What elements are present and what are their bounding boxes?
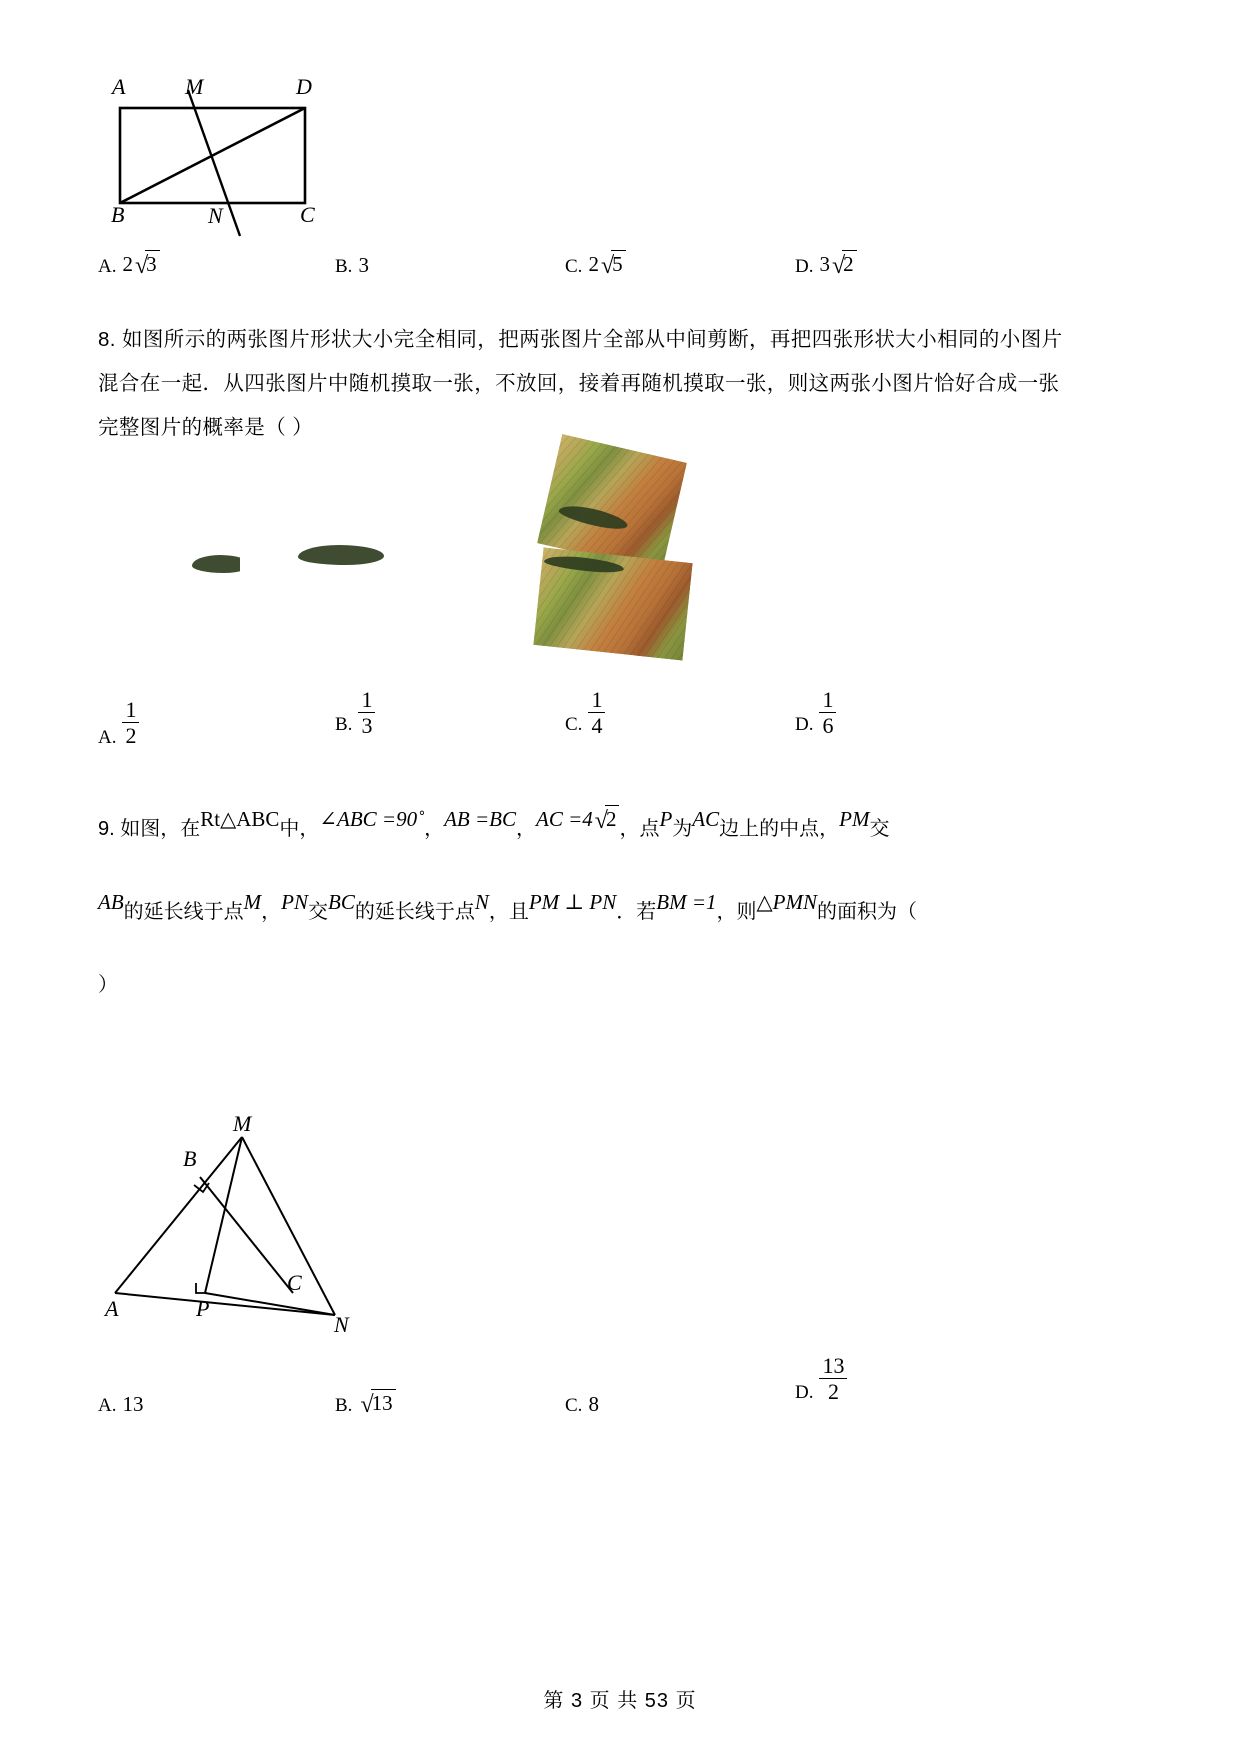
q9-l1-m2: ∠ABC =90˚: [319, 807, 425, 831]
figure-label-M: M: [185, 74, 204, 99]
question-9-options: [98, 1353, 1098, 1419]
q9-l2-t3: 交: [308, 901, 328, 923]
q9-l2-t6: ．若: [616, 901, 657, 923]
option-c[interactable]: [565, 250, 795, 278]
option-d-numerator: 13: [819, 1354, 847, 1379]
option-c-coefficient: 2: [588, 252, 599, 276]
page-footer: 第 3 页 共 53 页: [543, 1690, 697, 1712]
option-c-value: 2√5: [588, 250, 625, 278]
q9-l1-m1: Rt△ABC: [200, 807, 280, 831]
figure-label-C: C: [287, 1270, 302, 1295]
option-d-tag: D.: [795, 713, 814, 735]
q9-l1-t7: 边上的中点，: [719, 818, 840, 840]
q9-l2-m4: BC: [328, 890, 355, 914]
option-a[interactable]: [98, 697, 335, 749]
option-a[interactable]: [98, 1392, 335, 1417]
q9-l1-t1: 9. 如图，在: [98, 818, 201, 840]
figure-label-D: D: [296, 74, 312, 99]
q9-l2-t5: ，且: [488, 901, 529, 923]
question-7-options: [98, 250, 1098, 278]
option-b-numerator: 1: [358, 688, 375, 713]
option-a-tag: A.: [98, 727, 117, 749]
figure-label-N: N: [334, 1312, 349, 1337]
photo-piece-4: [533, 547, 692, 660]
option-b-denominator: 3: [361, 713, 373, 739]
q9-l1-m6: AC: [692, 807, 720, 831]
option-a-fraction: [122, 698, 139, 747]
option-a[interactable]: [98, 250, 335, 278]
option-a-value: 2√3: [122, 250, 159, 278]
question-8-line-3: 完整图片的概率是（ ）: [98, 416, 314, 439]
option-b-tag: B.: [335, 256, 353, 277]
figure-label-M: M: [233, 1111, 252, 1136]
figure-label-A: A: [112, 74, 126, 99]
q9-l2-t7: ，则: [716, 901, 757, 923]
question-8-images: [100, 455, 720, 655]
q9-l1-t3: ，: [424, 818, 445, 840]
figure-label-C: C: [300, 202, 315, 227]
option-c-tag: C.: [565, 713, 583, 735]
option-d[interactable]: [795, 687, 1025, 749]
figure-rectangle-abcd: [100, 74, 440, 248]
q9-l1-t6: 为: [672, 818, 693, 840]
q9-l1-m4: AC =4√2: [536, 807, 619, 831]
option-d-radicand: 2: [842, 250, 857, 277]
option-b-radicand: 13: [371, 1389, 396, 1416]
q9-l2-t1: 的延长线于点: [123, 901, 244, 923]
option-a-tag: A.: [98, 256, 117, 277]
q9-l1-t5: ，点: [619, 818, 660, 840]
option-a-value: 13: [122, 1392, 144, 1417]
photo-original-2: [246, 467, 388, 655]
option-d-tag: D.: [795, 256, 814, 277]
figure-label-A: A: [105, 1296, 119, 1321]
option-c-tag: C.: [565, 256, 583, 277]
option-b-fraction: [358, 688, 375, 737]
q9-l2-m6: PM ⊥ PN: [528, 890, 617, 914]
option-b-tag: B.: [335, 713, 353, 735]
option-a-radicand: 3: [145, 250, 160, 277]
q9-l1-t8: 交: [869, 818, 890, 840]
option-c-radicand: 5: [611, 250, 626, 277]
option-d-denominator: 2: [827, 1379, 839, 1405]
option-c[interactable]: [565, 1392, 795, 1417]
option-b-value: 3: [358, 253, 369, 277]
q9-l2-m7: BM =1: [656, 890, 717, 914]
option-d-tag: D.: [795, 1381, 814, 1403]
photo-original-1: [100, 475, 240, 655]
q9-l2-m3: PN: [281, 890, 308, 914]
option-c-tag: C.: [565, 1395, 583, 1417]
figure-7-svg: [100, 78, 440, 248]
question-9-line-2: [98, 890, 917, 924]
figure-9-svg: [95, 1115, 395, 1330]
option-a-denominator: 2: [125, 723, 137, 749]
option-c-fraction: [588, 688, 605, 737]
q9-l2-t8: 的面积为（: [817, 901, 917, 923]
option-c-numerator: 1: [588, 688, 605, 713]
q9-l1-t2: 中，: [279, 818, 320, 840]
q9-l1-m5: P: [659, 807, 673, 831]
q9-l1-t4: ，: [516, 818, 537, 840]
question-8-line-1: 8. 如图所示的两张图片形状大小完全相同，把两张图片全部从中间剪断，再把四张形状大小相同的小图片: [98, 328, 1063, 351]
q9-l2-m5: N: [474, 890, 489, 914]
q9-l2-m8: △PMN: [756, 890, 817, 914]
q9-l2-t2: ，: [261, 901, 282, 923]
q9-l1-m7: PM: [839, 807, 870, 831]
question-9-line-3: [98, 968, 118, 997]
q9-l3-text: ）: [98, 974, 118, 996]
figure-label-B: B: [183, 1146, 197, 1171]
question-9-line-1: [98, 807, 890, 842]
q9-l1-m3: AB =BC: [444, 807, 517, 831]
option-d[interactable]: [795, 1353, 1025, 1417]
q9-l2-t4: 的延长线于点: [354, 901, 475, 923]
option-d[interactable]: [795, 250, 1025, 278]
figure-label-B: B: [111, 202, 125, 227]
option-d-fraction: [819, 1354, 847, 1403]
option-d-coefficient: 3: [819, 252, 830, 276]
option-b[interactable]: [335, 687, 565, 749]
option-b[interactable]: [335, 1389, 565, 1417]
option-c[interactable]: [565, 687, 795, 749]
option-c-value: 8: [588, 1392, 599, 1417]
option-b[interactable]: [335, 253, 565, 278]
figure-label-N: N: [208, 203, 223, 228]
figure-triangle-pmn: [95, 1111, 395, 1337]
option-b-value: √13: [358, 1389, 395, 1417]
question-8-options: [98, 687, 1098, 749]
q9-l2-m2: M: [243, 890, 262, 914]
option-d-fraction: [819, 688, 836, 737]
option-a-numerator: 1: [122, 698, 139, 723]
q9-l1-m4a: AC =4: [536, 807, 593, 831]
option-d-numerator: 1: [819, 688, 836, 713]
question-8-line-2: 混合在一起．从四张图片中随机摸取一张，不放回，接着再随机摸取一张，则这两张小图片恰好合成一张: [98, 372, 1060, 395]
option-a-coefficient: 2: [122, 252, 133, 276]
option-d-denominator: 6: [822, 713, 834, 739]
option-d-value: 3√2: [819, 250, 856, 278]
q9-l1-m4b: 2: [605, 805, 620, 832]
option-c-denominator: 4: [591, 713, 603, 739]
q9-l2-m1: AB: [98, 890, 124, 914]
option-b-tag: B.: [335, 1395, 353, 1417]
figure-label-P: P: [196, 1296, 210, 1321]
option-a-tag: A.: [98, 1395, 117, 1417]
